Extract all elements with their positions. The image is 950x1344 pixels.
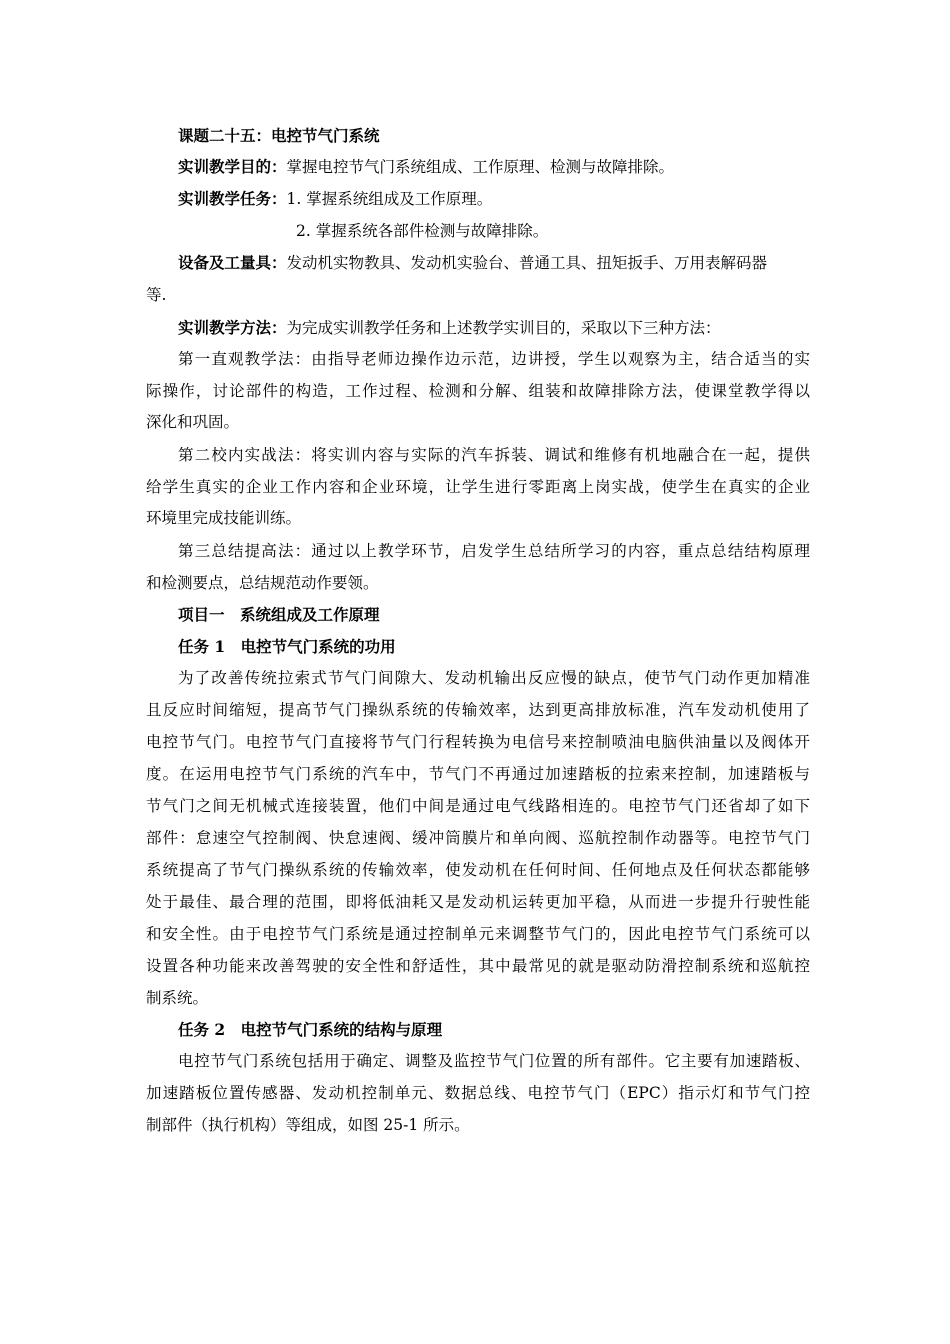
task1-line: 处于最佳、最合理的范围，即将低油耗又是发动机运转更加平稳，从而进一步提升行驶性能 (146, 893, 810, 911)
tasks-line (178, 189, 842, 209)
method3-line: 和检测要点，总结规范动作要领。 (146, 574, 379, 592)
method2-line: 给学生真实的企业工作内容和企业环境，让学生进行零距离上岗实战，使学生在真实的企业 (146, 478, 810, 496)
task1-heading: 任务 1 电控节气门系统的功用 (178, 637, 396, 656)
method1-line: 际操作，讨论部件的构造，工作过程、检测和分解、组装和故障排除方法，使课堂教学得以 (146, 382, 810, 400)
task1-line: 和安全性。由于电控节气门系统是通过控制单元来调整节气门的，因此电控节气门系统可以 (146, 925, 810, 943)
task2-heading: 任务 2 电控节气门系统的结构与原理 (178, 1020, 443, 1039)
method1-line: 深化和巩固。 (146, 413, 240, 431)
method2-line: 第二校内实战法：将实训内容与实际的汽车拆装、调试和维修有机地融合在一起，提供 (178, 446, 810, 464)
method1-line: 第一直观教学法：由指导老师边操作边示范，边讲授，学生以观察为主，结合适当的实 (178, 350, 810, 368)
task1-line: 度。在运用电控节气门系统的汽车中，节气门不再通过加速踏板的拉索来控制，加速踏板与 (146, 765, 810, 783)
project-heading: 项目一 系统组成及工作原理 (178, 605, 380, 624)
task1-line: 节气门之间无机械式连接装置，他们中间是通过电气线路相连的。电控节气门还省却了如下 (146, 797, 810, 815)
equipment-line (178, 253, 810, 273)
equipment-text: 发动机实物教具、发动机实验台、普通工具、扭矩扳手、万用表解码器 (286, 254, 768, 272)
method3-line: 第三总结提高法：通过以上教学环节，启发学生总结所学习的内容，重点总结结构原理 (178, 542, 810, 560)
task2-line: 制部件（执行机构）等组成，如图 25-1 所示。 (146, 1116, 470, 1134)
page-title: 课题二十五：电控节气门系统 (178, 126, 380, 145)
task1-line: 电控节气门。电控节气门直接将节气门行程转换为电信号来控制喷油电脑供油量以及阀体开 (146, 733, 810, 751)
task1-line: 系统提高了节气门操纵系统的传输效率，使发动机在任何时间、任何地点及任何状态都能够 (146, 861, 810, 879)
objective-line (178, 157, 842, 177)
task1-line: 制系统。 (146, 989, 209, 1007)
tasks-item-1: 1. 掌握系统组成及工作原理。 (286, 190, 493, 208)
task1-line: 为了改善传统拉索式节气门间隙大、发动机输出反应慢的缺点，使节气门动作更加精准 (178, 669, 810, 687)
tasks-label: 实训教学任务： (178, 189, 287, 208)
method-text: 为完成实训教学任务和上述教学实训目的，采取以下三种方法： (286, 319, 721, 337)
task2-line: 电控节气门系统包括用于确定、调整及监控节气门位置的所有部件。它主要有加速踏板、 (178, 1052, 810, 1070)
tasks-item-2: 2. 掌握系统各部件检测与故障排除。 (296, 222, 549, 240)
task1-line: 且反应时间缩短，提高节气门操纵系统的传输效率，达到更高排放标准，汽车发动机使用了 (146, 701, 810, 719)
equipment-text-cont: 等. (146, 286, 167, 304)
objective-text: 掌握电控节气门系统组成、工作原理、检测与故障排除。 (286, 158, 675, 176)
method-line (178, 318, 842, 338)
method2-line: 环境里完成技能训练。 (146, 509, 302, 527)
task1-line: 部件：怠速空气控制阀、快怠速阀、缓冲筒膜片和单向阀、巡航控制作动器等。电控节气门 (146, 829, 810, 847)
method-label: 实训教学方法： (178, 318, 287, 337)
task2-line: 加速踏板位置传感器、发动机控制单元、数据总线、电控节气门（EPC）指示灯和节气门控 (146, 1084, 810, 1102)
objective-label: 实训教学目的： (178, 157, 287, 176)
task1-line: 设置各种功能来改善驾驶的安全性和舒适性，其中最常见的就是驱动防滑控制系统和巡航控 (146, 957, 810, 975)
equipment-label: 设备及工量具： (178, 253, 287, 272)
